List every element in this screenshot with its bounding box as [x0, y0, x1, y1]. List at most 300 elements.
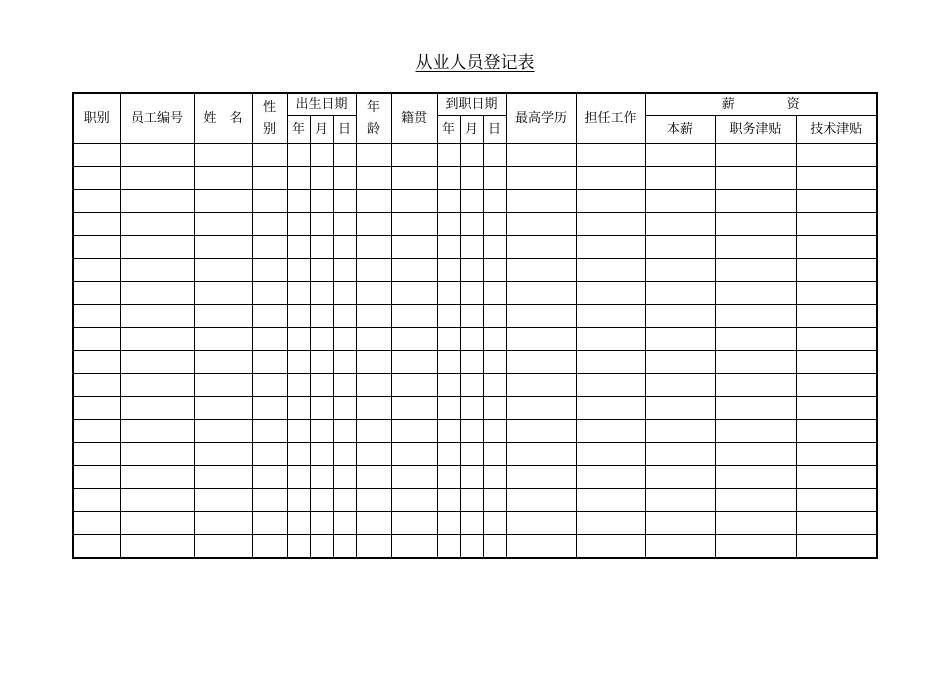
cell-name[interactable] — [194, 489, 252, 512]
cell-job[interactable] — [576, 351, 645, 374]
cell-gender[interactable] — [252, 236, 287, 259]
cell-education[interactable] — [506, 167, 576, 190]
cell-job[interactable] — [576, 305, 645, 328]
cell-gender[interactable] — [252, 305, 287, 328]
cell-birth-year[interactable] — [287, 535, 310, 559]
cell-birth-day[interactable] — [333, 420, 356, 443]
cell-birth-month[interactable] — [310, 236, 333, 259]
cell-birth-day[interactable] — [333, 374, 356, 397]
cell-job[interactable] — [576, 466, 645, 489]
cell-hire-month[interactable] — [460, 328, 483, 351]
cell-education[interactable] — [506, 282, 576, 305]
cell-employee-id[interactable] — [120, 167, 194, 190]
cell-hire-month[interactable] — [460, 374, 483, 397]
cell-hire-year[interactable] — [437, 374, 460, 397]
cell-tech-allowance[interactable] — [796, 374, 877, 397]
cell-hire-year[interactable] — [437, 213, 460, 236]
cell-position[interactable] — [73, 420, 120, 443]
cell-age[interactable] — [356, 466, 391, 489]
cell-birth-month[interactable] — [310, 374, 333, 397]
cell-hire-day[interactable] — [483, 512, 506, 535]
cell-employee-id[interactable] — [120, 489, 194, 512]
cell-hire-month[interactable] — [460, 351, 483, 374]
cell-age[interactable] — [356, 305, 391, 328]
cell-gender[interactable] — [252, 374, 287, 397]
cell-age[interactable] — [356, 213, 391, 236]
cell-job[interactable] — [576, 374, 645, 397]
cell-employee-id[interactable] — [120, 213, 194, 236]
cell-hire-year[interactable] — [437, 167, 460, 190]
cell-tech-allowance[interactable] — [796, 489, 877, 512]
cell-age[interactable] — [356, 512, 391, 535]
cell-hire-day[interactable] — [483, 190, 506, 213]
cell-position-allowance[interactable] — [715, 305, 796, 328]
cell-tech-allowance[interactable] — [796, 305, 877, 328]
cell-gender[interactable] — [252, 213, 287, 236]
cell-education[interactable] — [506, 190, 576, 213]
cell-hire-month[interactable] — [460, 144, 483, 167]
cell-job[interactable] — [576, 535, 645, 559]
cell-gender[interactable] — [252, 328, 287, 351]
cell-hire-month[interactable] — [460, 282, 483, 305]
cell-employee-id[interactable] — [120, 535, 194, 559]
cell-age[interactable] — [356, 443, 391, 466]
cell-base-salary[interactable] — [645, 443, 715, 466]
cell-base-salary[interactable] — [645, 397, 715, 420]
cell-native-place[interactable] — [391, 236, 437, 259]
cell-name[interactable] — [194, 466, 252, 489]
cell-position-allowance[interactable] — [715, 282, 796, 305]
cell-base-salary[interactable] — [645, 420, 715, 443]
cell-native-place[interactable] — [391, 190, 437, 213]
cell-name[interactable] — [194, 420, 252, 443]
cell-age[interactable] — [356, 236, 391, 259]
cell-native-place[interactable] — [391, 259, 437, 282]
cell-base-salary[interactable] — [645, 305, 715, 328]
cell-hire-day[interactable] — [483, 328, 506, 351]
cell-position-allowance[interactable] — [715, 466, 796, 489]
cell-age[interactable] — [356, 328, 391, 351]
cell-name[interactable] — [194, 259, 252, 282]
cell-birth-day[interactable] — [333, 305, 356, 328]
cell-gender[interactable] — [252, 397, 287, 420]
cell-native-place[interactable] — [391, 535, 437, 559]
cell-position[interactable] — [73, 144, 120, 167]
cell-birth-day[interactable] — [333, 144, 356, 167]
cell-job[interactable] — [576, 236, 645, 259]
cell-hire-year[interactable] — [437, 351, 460, 374]
cell-position[interactable] — [73, 443, 120, 466]
cell-education[interactable] — [506, 397, 576, 420]
cell-base-salary[interactable] — [645, 466, 715, 489]
cell-tech-allowance[interactable] — [796, 190, 877, 213]
cell-birth-day[interactable] — [333, 236, 356, 259]
cell-gender[interactable] — [252, 512, 287, 535]
cell-education[interactable] — [506, 144, 576, 167]
cell-base-salary[interactable] — [645, 167, 715, 190]
cell-tech-allowance[interactable] — [796, 167, 877, 190]
cell-hire-month[interactable] — [460, 443, 483, 466]
cell-job[interactable] — [576, 190, 645, 213]
cell-position[interactable] — [73, 397, 120, 420]
cell-name[interactable] — [194, 144, 252, 167]
cell-tech-allowance[interactable] — [796, 282, 877, 305]
cell-position-allowance[interactable] — [715, 420, 796, 443]
cell-hire-day[interactable] — [483, 282, 506, 305]
cell-native-place[interactable] — [391, 466, 437, 489]
cell-hire-year[interactable] — [437, 305, 460, 328]
cell-birth-year[interactable] — [287, 259, 310, 282]
cell-education[interactable] — [506, 328, 576, 351]
cell-birth-month[interactable] — [310, 351, 333, 374]
cell-age[interactable] — [356, 374, 391, 397]
cell-employee-id[interactable] — [120, 420, 194, 443]
cell-employee-id[interactable] — [120, 351, 194, 374]
cell-education[interactable] — [506, 374, 576, 397]
cell-hire-month[interactable] — [460, 167, 483, 190]
cell-employee-id[interactable] — [120, 236, 194, 259]
cell-position[interactable] — [73, 167, 120, 190]
cell-birth-year[interactable] — [287, 305, 310, 328]
cell-hire-day[interactable] — [483, 351, 506, 374]
cell-employee-id[interactable] — [120, 512, 194, 535]
cell-hire-month[interactable] — [460, 190, 483, 213]
cell-birth-day[interactable] — [333, 535, 356, 559]
cell-native-place[interactable] — [391, 305, 437, 328]
cell-hire-month[interactable] — [460, 420, 483, 443]
cell-birth-year[interactable] — [287, 420, 310, 443]
cell-hire-day[interactable] — [483, 236, 506, 259]
cell-job[interactable] — [576, 443, 645, 466]
cell-birth-year[interactable] — [287, 213, 310, 236]
cell-education[interactable] — [506, 420, 576, 443]
cell-employee-id[interactable] — [120, 443, 194, 466]
cell-hire-month[interactable] — [460, 466, 483, 489]
cell-hire-day[interactable] — [483, 535, 506, 559]
cell-birth-year[interactable] — [287, 236, 310, 259]
cell-gender[interactable] — [252, 443, 287, 466]
cell-position[interactable] — [73, 236, 120, 259]
cell-education[interactable] — [506, 535, 576, 559]
cell-birth-month[interactable] — [310, 328, 333, 351]
cell-position[interactable] — [73, 512, 120, 535]
cell-hire-year[interactable] — [437, 535, 460, 559]
cell-tech-allowance[interactable] — [796, 466, 877, 489]
cell-position[interactable] — [73, 328, 120, 351]
cell-gender[interactable] — [252, 144, 287, 167]
cell-hire-year[interactable] — [437, 328, 460, 351]
cell-job[interactable] — [576, 213, 645, 236]
cell-birth-month[interactable] — [310, 397, 333, 420]
cell-position-allowance[interactable] — [715, 259, 796, 282]
cell-birth-month[interactable] — [310, 213, 333, 236]
cell-gender[interactable] — [252, 167, 287, 190]
cell-position-allowance[interactable] — [715, 535, 796, 559]
cell-birth-year[interactable] — [287, 282, 310, 305]
cell-native-place[interactable] — [391, 328, 437, 351]
cell-birth-month[interactable] — [310, 489, 333, 512]
cell-age[interactable] — [356, 535, 391, 559]
cell-hire-day[interactable] — [483, 213, 506, 236]
cell-hire-day[interactable] — [483, 443, 506, 466]
cell-birth-month[interactable] — [310, 443, 333, 466]
cell-position-allowance[interactable] — [715, 236, 796, 259]
cell-job[interactable] — [576, 282, 645, 305]
cell-position-allowance[interactable] — [715, 144, 796, 167]
cell-hire-month[interactable] — [460, 213, 483, 236]
cell-hire-year[interactable] — [437, 512, 460, 535]
cell-birth-day[interactable] — [333, 443, 356, 466]
cell-age[interactable] — [356, 190, 391, 213]
cell-birth-year[interactable] — [287, 167, 310, 190]
cell-position[interactable] — [73, 305, 120, 328]
cell-hire-day[interactable] — [483, 397, 506, 420]
cell-name[interactable] — [194, 512, 252, 535]
cell-hire-month[interactable] — [460, 397, 483, 420]
cell-employee-id[interactable] — [120, 374, 194, 397]
cell-native-place[interactable] — [391, 144, 437, 167]
cell-native-place[interactable] — [391, 213, 437, 236]
cell-tech-allowance[interactable] — [796, 397, 877, 420]
cell-position-allowance[interactable] — [715, 443, 796, 466]
cell-birth-month[interactable] — [310, 167, 333, 190]
cell-position[interactable] — [73, 259, 120, 282]
cell-hire-year[interactable] — [437, 144, 460, 167]
cell-education[interactable] — [506, 466, 576, 489]
cell-base-salary[interactable] — [645, 512, 715, 535]
cell-hire-day[interactable] — [483, 144, 506, 167]
cell-hire-day[interactable] — [483, 305, 506, 328]
cell-birth-day[interactable] — [333, 351, 356, 374]
cell-position-allowance[interactable] — [715, 328, 796, 351]
cell-position-allowance[interactable] — [715, 489, 796, 512]
cell-birth-day[interactable] — [333, 512, 356, 535]
cell-birth-day[interactable] — [333, 466, 356, 489]
cell-education[interactable] — [506, 236, 576, 259]
cell-hire-month[interactable] — [460, 236, 483, 259]
cell-base-salary[interactable] — [645, 489, 715, 512]
cell-position[interactable] — [73, 190, 120, 213]
cell-birth-year[interactable] — [287, 328, 310, 351]
cell-employee-id[interactable] — [120, 259, 194, 282]
cell-name[interactable] — [194, 305, 252, 328]
cell-native-place[interactable] — [391, 282, 437, 305]
cell-job[interactable] — [576, 328, 645, 351]
cell-birth-month[interactable] — [310, 305, 333, 328]
cell-position-allowance[interactable] — [715, 190, 796, 213]
cell-birth-month[interactable] — [310, 466, 333, 489]
cell-birth-day[interactable] — [333, 213, 356, 236]
cell-birth-day[interactable] — [333, 328, 356, 351]
cell-employee-id[interactable] — [120, 190, 194, 213]
cell-birth-day[interactable] — [333, 282, 356, 305]
cell-native-place[interactable] — [391, 397, 437, 420]
cell-birth-month[interactable] — [310, 144, 333, 167]
cell-name[interactable] — [194, 351, 252, 374]
cell-hire-year[interactable] — [437, 397, 460, 420]
cell-base-salary[interactable] — [645, 282, 715, 305]
cell-tech-allowance[interactable] — [796, 236, 877, 259]
cell-name[interactable] — [194, 397, 252, 420]
cell-education[interactable] — [506, 489, 576, 512]
cell-hire-year[interactable] — [437, 236, 460, 259]
cell-tech-allowance[interactable] — [796, 144, 877, 167]
cell-age[interactable] — [356, 489, 391, 512]
cell-education[interactable] — [506, 213, 576, 236]
cell-gender[interactable] — [252, 351, 287, 374]
cell-job[interactable] — [576, 397, 645, 420]
cell-age[interactable] — [356, 259, 391, 282]
cell-job[interactable] — [576, 489, 645, 512]
cell-job[interactable] — [576, 259, 645, 282]
cell-birth-year[interactable] — [287, 466, 310, 489]
cell-native-place[interactable] — [391, 351, 437, 374]
cell-age[interactable] — [356, 420, 391, 443]
cell-position-allowance[interactable] — [715, 397, 796, 420]
cell-tech-allowance[interactable] — [796, 213, 877, 236]
cell-position[interactable] — [73, 213, 120, 236]
cell-base-salary[interactable] — [645, 144, 715, 167]
cell-education[interactable] — [506, 305, 576, 328]
cell-position-allowance[interactable] — [715, 167, 796, 190]
cell-position[interactable] — [73, 489, 120, 512]
cell-job[interactable] — [576, 512, 645, 535]
cell-gender[interactable] — [252, 489, 287, 512]
cell-birth-day[interactable] — [333, 190, 356, 213]
cell-gender[interactable] — [252, 535, 287, 559]
cell-name[interactable] — [194, 374, 252, 397]
cell-age[interactable] — [356, 282, 391, 305]
cell-base-salary[interactable] — [645, 259, 715, 282]
cell-hire-day[interactable] — [483, 489, 506, 512]
cell-gender[interactable] — [252, 190, 287, 213]
cell-position[interactable] — [73, 351, 120, 374]
cell-hire-day[interactable] — [483, 420, 506, 443]
cell-position-allowance[interactable] — [715, 374, 796, 397]
cell-job[interactable] — [576, 167, 645, 190]
cell-tech-allowance[interactable] — [796, 535, 877, 559]
cell-birth-month[interactable] — [310, 512, 333, 535]
cell-name[interactable] — [194, 213, 252, 236]
cell-hire-month[interactable] — [460, 489, 483, 512]
cell-hire-year[interactable] — [437, 443, 460, 466]
cell-native-place[interactable] — [391, 374, 437, 397]
cell-native-place[interactable] — [391, 420, 437, 443]
cell-birth-year[interactable] — [287, 489, 310, 512]
cell-hire-month[interactable] — [460, 512, 483, 535]
cell-hire-year[interactable] — [437, 190, 460, 213]
cell-hire-year[interactable] — [437, 466, 460, 489]
cell-job[interactable] — [576, 420, 645, 443]
cell-base-salary[interactable] — [645, 374, 715, 397]
cell-base-salary[interactable] — [645, 213, 715, 236]
cell-hire-day[interactable] — [483, 167, 506, 190]
cell-education[interactable] — [506, 351, 576, 374]
cell-position-allowance[interactable] — [715, 512, 796, 535]
cell-birth-month[interactable] — [310, 420, 333, 443]
cell-hire-day[interactable] — [483, 259, 506, 282]
cell-education[interactable] — [506, 443, 576, 466]
cell-tech-allowance[interactable] — [796, 512, 877, 535]
cell-tech-allowance[interactable] — [796, 328, 877, 351]
cell-birth-month[interactable] — [310, 282, 333, 305]
cell-position-allowance[interactable] — [715, 351, 796, 374]
cell-birth-month[interactable] — [310, 535, 333, 559]
cell-position[interactable] — [73, 374, 120, 397]
cell-native-place[interactable] — [391, 443, 437, 466]
cell-employee-id[interactable] — [120, 144, 194, 167]
cell-name[interactable] — [194, 443, 252, 466]
cell-birth-day[interactable] — [333, 259, 356, 282]
cell-birth-year[interactable] — [287, 144, 310, 167]
cell-hire-year[interactable] — [437, 282, 460, 305]
cell-birth-day[interactable] — [333, 167, 356, 190]
cell-hire-month[interactable] — [460, 535, 483, 559]
cell-birth-year[interactable] — [287, 397, 310, 420]
cell-birth-year[interactable] — [287, 512, 310, 535]
cell-position-allowance[interactable] — [715, 213, 796, 236]
cell-education[interactable] — [506, 512, 576, 535]
cell-position[interactable] — [73, 466, 120, 489]
cell-birth-year[interactable] — [287, 443, 310, 466]
cell-name[interactable] — [194, 236, 252, 259]
cell-age[interactable] — [356, 167, 391, 190]
cell-tech-allowance[interactable] — [796, 259, 877, 282]
cell-hire-month[interactable] — [460, 259, 483, 282]
cell-position[interactable] — [73, 535, 120, 559]
cell-base-salary[interactable] — [645, 351, 715, 374]
cell-hire-month[interactable] — [460, 305, 483, 328]
cell-base-salary[interactable] — [645, 236, 715, 259]
cell-name[interactable] — [194, 535, 252, 559]
cell-employee-id[interactable] — [120, 305, 194, 328]
cell-base-salary[interactable] — [645, 190, 715, 213]
cell-native-place[interactable] — [391, 167, 437, 190]
cell-birth-day[interactable] — [333, 489, 356, 512]
cell-gender[interactable] — [252, 420, 287, 443]
cell-base-salary[interactable] — [645, 328, 715, 351]
cell-name[interactable] — [194, 190, 252, 213]
cell-hire-day[interactable] — [483, 374, 506, 397]
cell-employee-id[interactable] — [120, 328, 194, 351]
cell-native-place[interactable] — [391, 512, 437, 535]
cell-employee-id[interactable] — [120, 282, 194, 305]
cell-name[interactable] — [194, 282, 252, 305]
cell-birth-month[interactable] — [310, 259, 333, 282]
cell-name[interactable] — [194, 328, 252, 351]
cell-tech-allowance[interactable] — [796, 443, 877, 466]
cell-birth-day[interactable] — [333, 397, 356, 420]
cell-gender[interactable] — [252, 282, 287, 305]
cell-employee-id[interactable] — [120, 397, 194, 420]
cell-hire-day[interactable] — [483, 466, 506, 489]
cell-age[interactable] — [356, 351, 391, 374]
cell-age[interactable] — [356, 397, 391, 420]
cell-tech-allowance[interactable] — [796, 351, 877, 374]
cell-birth-year[interactable] — [287, 351, 310, 374]
cell-base-salary[interactable] — [645, 535, 715, 559]
cell-age[interactable] — [356, 144, 391, 167]
cell-gender[interactable] — [252, 259, 287, 282]
cell-hire-year[interactable] — [437, 489, 460, 512]
cell-tech-allowance[interactable] — [796, 420, 877, 443]
cell-employee-id[interactable] — [120, 466, 194, 489]
cell-hire-year[interactable] — [437, 420, 460, 443]
cell-gender[interactable] — [252, 466, 287, 489]
cell-birth-year[interactable] — [287, 190, 310, 213]
cell-name[interactable] — [194, 167, 252, 190]
cell-job[interactable] — [576, 144, 645, 167]
